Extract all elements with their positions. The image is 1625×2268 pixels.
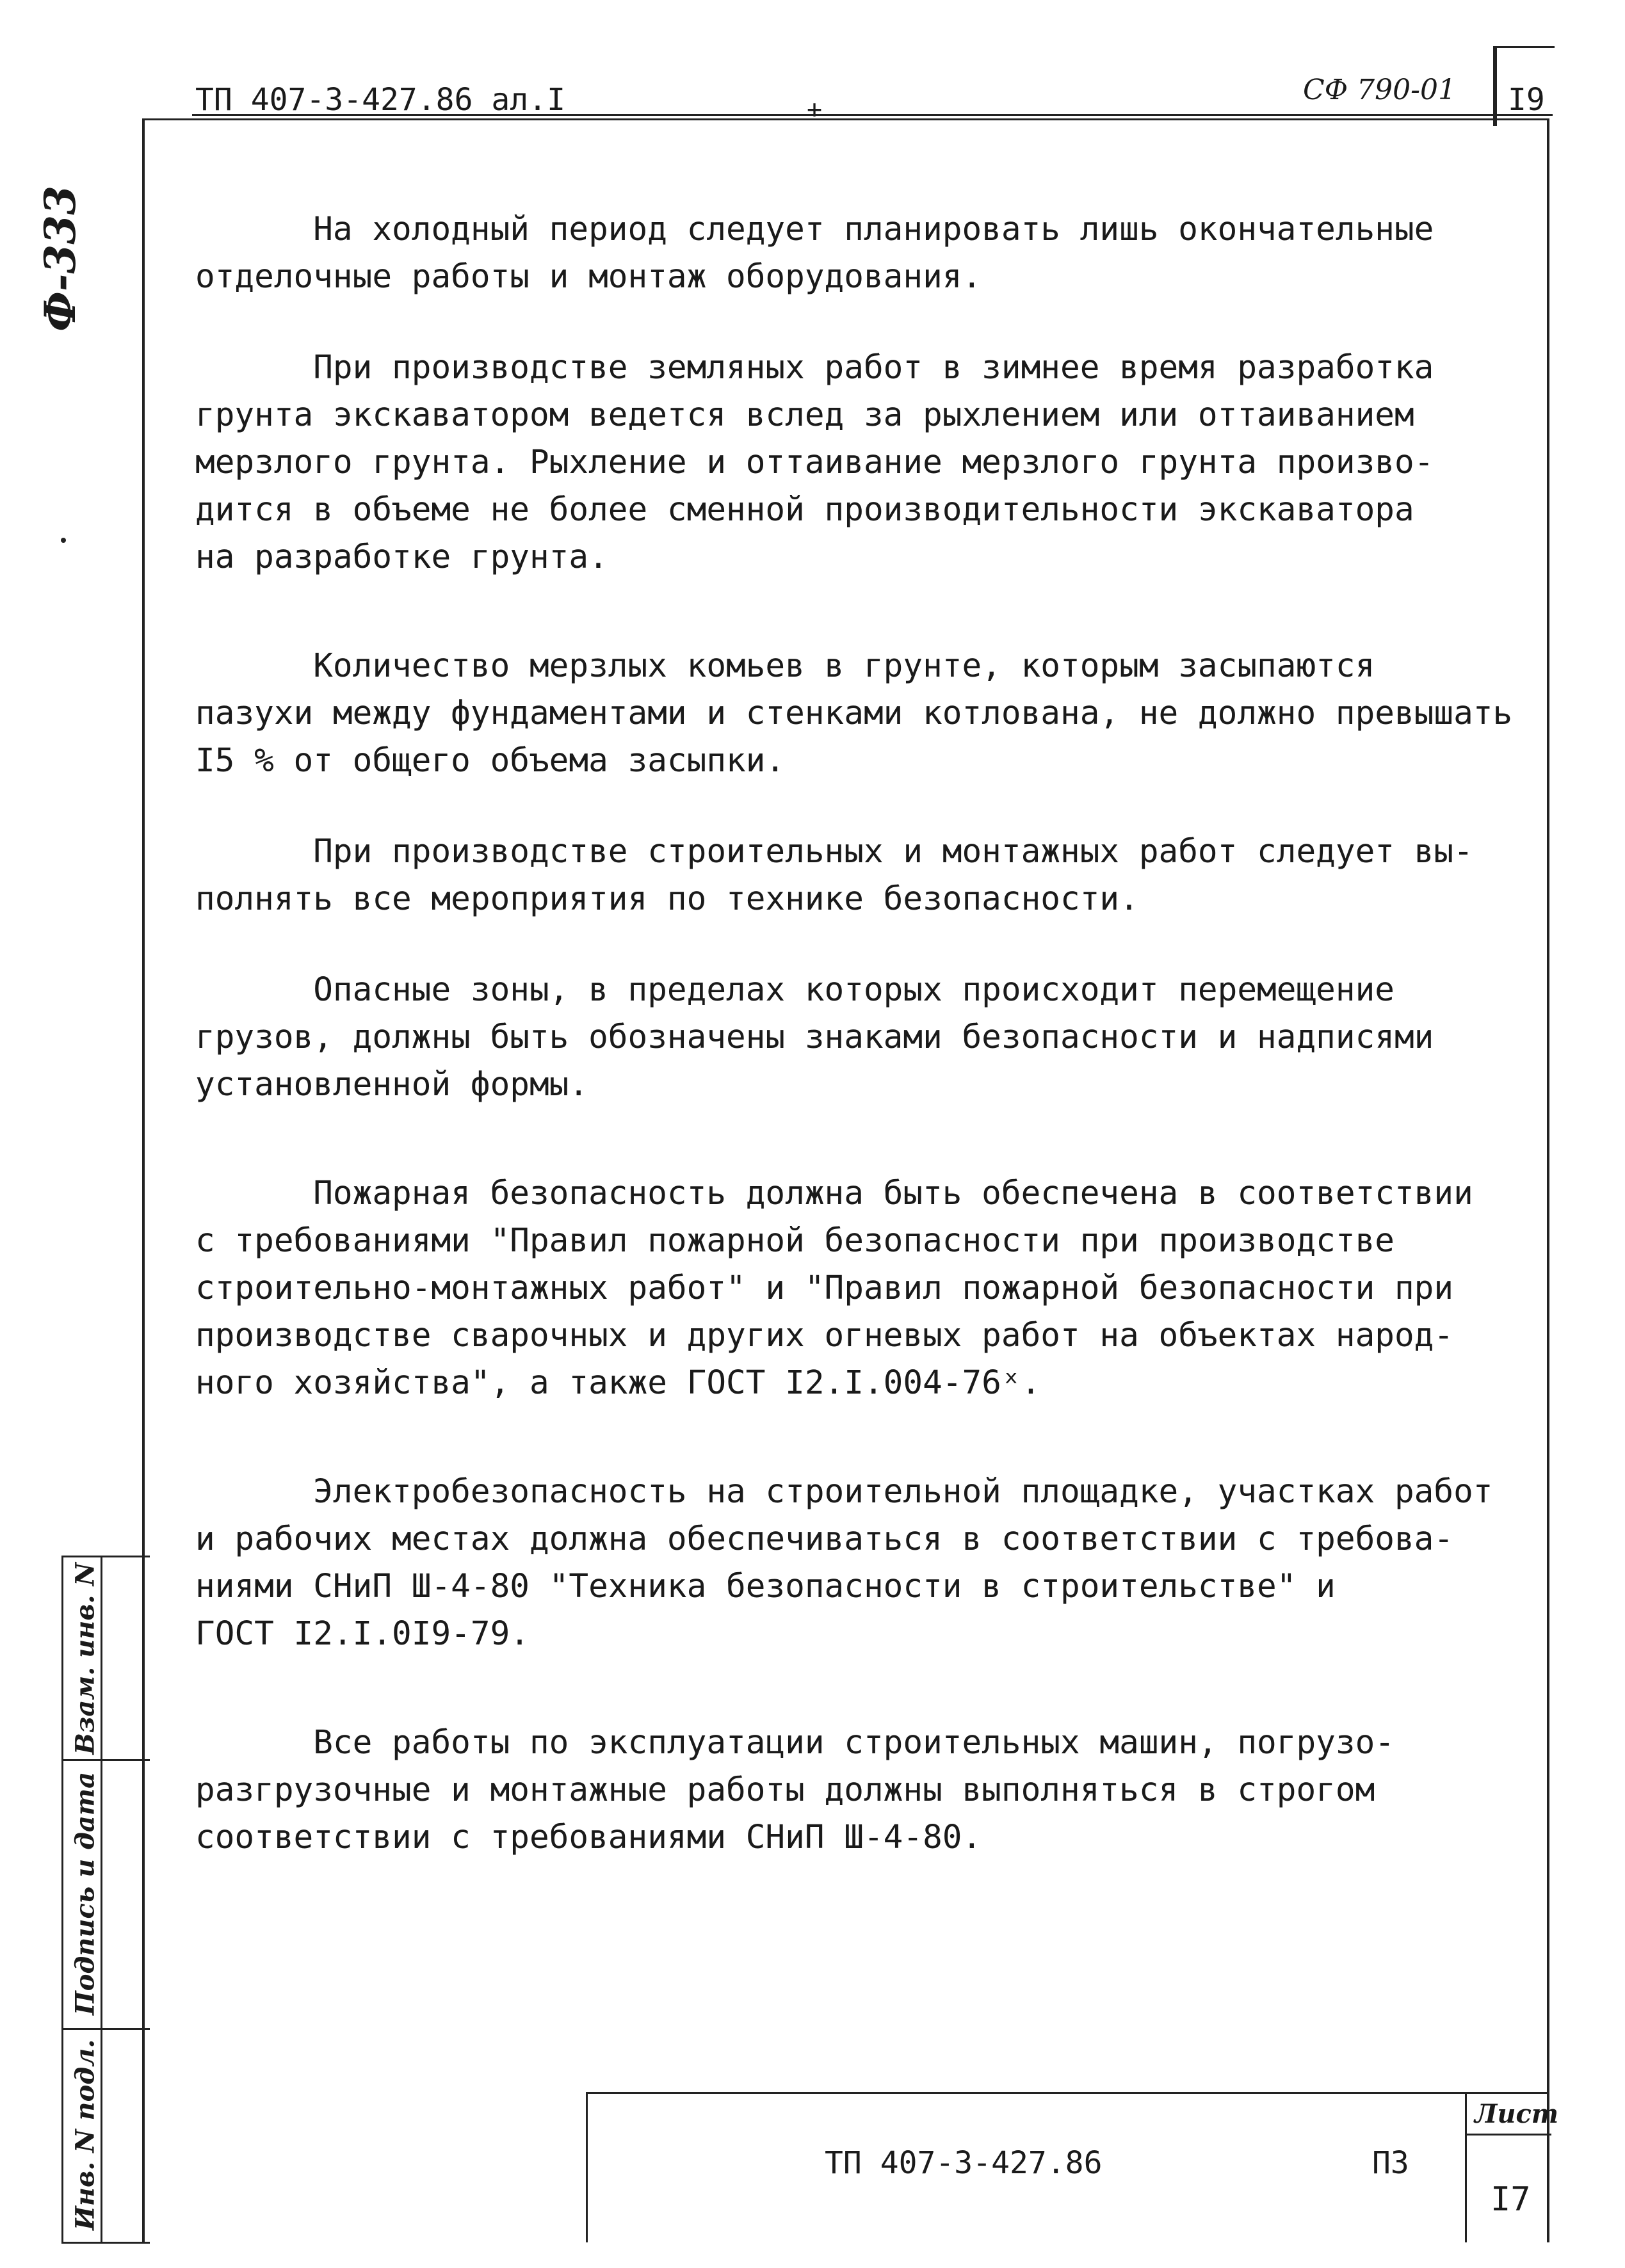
stamp-cell-divider [63,1759,150,1761]
paragraph: Опасные зоны, в пределах которых происходит перемещение грузов, должны быть обозначены знаками безопасности и надписями установленной формы. [195,971,1434,1104]
title-block [586,2092,1559,2242]
corner-mark-top [1497,46,1555,48]
corner-mark [1493,46,1497,126]
paragraph: При производстве строительных и монтажных работ следует вы- полнять все мероприятия по технике безопасности. [195,833,1473,918]
paragraph: На холодный период следует планировать лишь окончательные отделочные работы и монтаж оборудования. [195,211,1434,296]
left-stamp [61,1556,150,2244]
side-tag: Ф-333 [35,186,85,332]
paragraph: Все работы по эксплуатации строительных машин, погрузо- разгрузочные и монтажные работы должны выполняться в строгом соответствии с требованиями СНиП Ш-4-80. [195,1724,1395,1856]
paragraph: При производстве земляных работ в зимнее время разработка грунта экскаватором ведется вслед за рыхлением или оттаиванием мерзлого грунта. Рыхление и оттаивание мерзлого грунта произво- дится в объеме не более сменной производительности экскаватора на разработке грунта. [195,349,1434,576]
title-block-list-number: I7 [1491,2180,1531,2219]
header-rule [192,114,1553,116]
header-sheet-number: I9 [1508,82,1545,118]
title-block-list-label: Лист [1475,2099,1559,2129]
title-block-divider [1465,2134,1551,2135]
header-marker: + [807,95,823,124]
paragraph: Электробезопасность на строительной площадке, участках работ и рабочих местах должна обеспечиваться в соответствии с требова- ниями СНиП Ш-4-80 "Техника безопасности в строительстве" и ГОСТ I2.I.0I9-79. [195,1473,1493,1653]
margin-dot [61,538,66,543]
paragraph: Количество мерзлых комьев в грунте, которым засыпаются пазухи между фундаментами и стенками котлована, не должно превышать I5 % от общего объема засыпки. [195,647,1513,780]
paragraph: Пожарная безопасность должна быть обеспечена в соответствии с требованиями "Правил пожарной безопасности при производстве строительно-монтажных работ" и "Правил пожарной безопасности при производстве сварочных и других огневых работ на объектах народ- ного хозяйства", а также ГОСТ I2.I.004-76ˣ. [195,1175,1473,1402]
stamp-vzam-inv: Взам. инв. N [70,1562,101,1755]
stamp-cell-divider [63,2028,150,2030]
header-doc-ref: ТП 407-3-427.86 ал.I [195,82,565,118]
title-block-code: ТП 407-3-427.86 [825,2145,1103,2181]
title-block-section: ПЗ [1372,2145,1409,2181]
body-text [195,206,1540,1905]
title-block-divider [1465,2094,1467,2242]
header-handwritten-code: СФ 790-01 [1303,74,1457,106]
stamp-inv-podl: Инв. N подл. [70,2039,101,2231]
stamp-podpis-data: Подпись и дата [70,1771,101,2015]
